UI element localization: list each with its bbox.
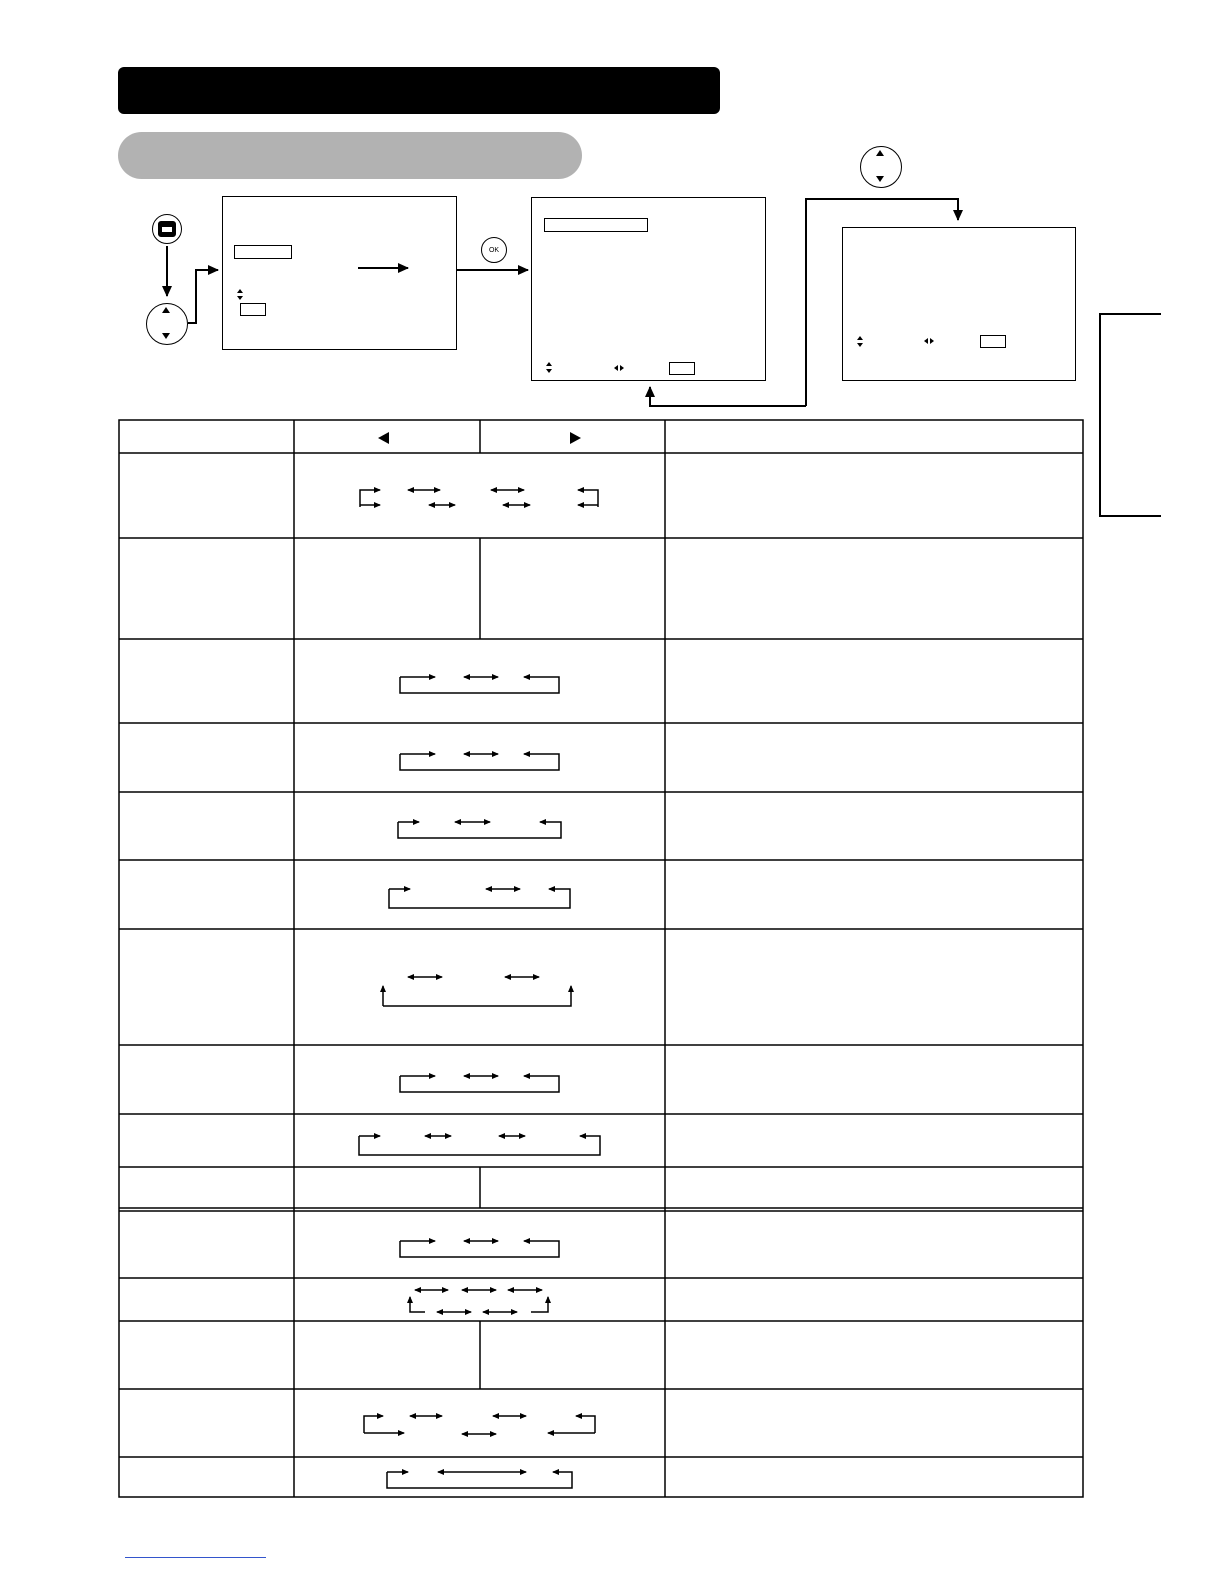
table-grid xyxy=(119,420,1083,1497)
ok-button-icon[interactable] xyxy=(481,237,507,263)
selected-menu-item[interactable] xyxy=(234,245,292,259)
section-subtitle-bar xyxy=(118,132,582,179)
menu-screen-3 xyxy=(842,227,1076,381)
up-down-dpad-icon-top[interactable] xyxy=(860,146,902,188)
page-title-bar xyxy=(118,67,720,114)
return-icon xyxy=(980,335,1006,348)
selected-sub-item[interactable] xyxy=(240,303,266,316)
side-tab-bracket xyxy=(1099,313,1161,517)
return-icon xyxy=(669,362,695,375)
menu-button-icon[interactable] xyxy=(152,214,182,244)
menu-screen-2 xyxy=(531,197,766,381)
back-to-screen2-arrow xyxy=(650,387,806,406)
menu-screen-1 xyxy=(222,196,457,350)
right-arrow-icon xyxy=(570,432,581,444)
selected-menu-item[interactable] xyxy=(544,218,648,232)
up-down-dpad-icon[interactable] xyxy=(146,303,188,345)
to-screen1-arrow xyxy=(188,270,218,323)
left-arrow-icon xyxy=(378,432,389,444)
footer-link-underline xyxy=(125,1557,266,1558)
ok-label: OK xyxy=(488,246,500,254)
cycle-diagrams xyxy=(359,490,600,1488)
